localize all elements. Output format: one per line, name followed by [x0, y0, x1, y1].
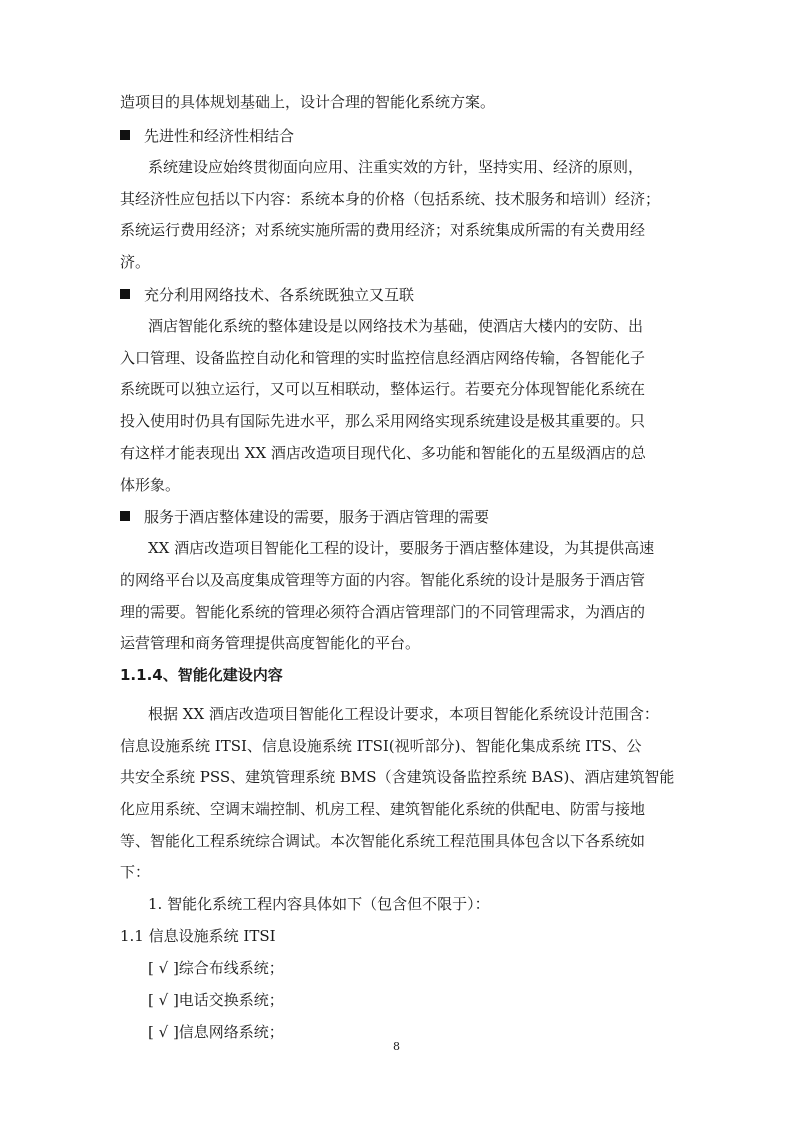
- checklist-item: [ √ ]电话交换系统；: [148, 991, 284, 1009]
- paragraph-line: 化应用系统、空调末端控制、机房工程、建筑智能化系统的供配电、防雷与接地: [120, 800, 646, 818]
- bullet-text: 服务于酒店整体建设的需要，服务于酒店管理的需要: [144, 508, 490, 526]
- paragraph-line: 体形象。: [120, 476, 181, 494]
- paragraph-line: 系统建设应始终贯彻面向应用、注重实效的方针，坚持实用、经济的原则，: [148, 158, 644, 176]
- section-heading: 1.1.4、智能化建设内容: [120, 666, 283, 684]
- paragraph-line: 系统运行费用经济；对系统实施所需的费用经济；对系统集成所需的有关费用经: [120, 221, 646, 239]
- square-bullet-icon: [120, 130, 130, 140]
- paragraph-line: 的网络平台以及高度集成管理等方面的内容。智能化系统的设计是服务于酒店管: [120, 571, 646, 589]
- paragraph-line: 投入使用时仍具有国际先进水平，那么采用网络实现系统建设是极其重要的。只: [120, 412, 646, 430]
- bullet-heading: [120, 507, 489, 527]
- paragraph-line: 下：: [120, 863, 151, 881]
- paragraph-line: XX 酒店改造项目智能化工程的设计，要服务于酒店整体建设，为其提供高速: [148, 539, 655, 557]
- list-intro: 1. 智能化系统工程内容具体如下（包含但不限于）：: [148, 895, 490, 913]
- paragraph-line: 理的需要。智能化系统的管理必须符合酒店管理部门的不同管理需求，为酒店的: [120, 603, 646, 621]
- square-bullet-icon: [120, 289, 130, 299]
- paragraph-line: 其经济性应包括以下内容：系统本身的价格（包括系统、技术服务和培训）经济；: [120, 190, 661, 208]
- paragraph-line: 运营管理和商务管理提供高度智能化的平台。: [120, 634, 421, 652]
- paragraph-line: 有这样才能表现出 XX 酒店改造项目现代化、多功能和智能化的五星级酒店的总: [120, 444, 646, 462]
- paragraph-line: 共安全系统 PSS、建筑管理系统 BMS（含建筑设备监控系统 BAS)、酒店建筑智能: [120, 768, 675, 786]
- subsection-heading: 1.1 信息设施系统 ITSI: [120, 927, 276, 945]
- bullet-heading: [120, 285, 414, 305]
- bullet-text: 先进性和经济性相结合: [144, 127, 295, 145]
- paragraph-line: 根据 XX 酒店改造项目智能化工程设计要求，本项目智能化系统设计范围含：: [148, 705, 659, 723]
- bullet-heading: [120, 126, 294, 146]
- page-number: 8: [393, 1040, 400, 1053]
- square-bullet-icon: [120, 511, 130, 521]
- paragraph-line: 等、智能化工程系统综合调试。本次智能化系统工程范围具体包含以下各系统如: [120, 832, 646, 850]
- paragraph-line: 信息设施系统 ITSI、信息设施系统 ITSI(视听部分)、智能化集成系统 ITS、公: [120, 737, 642, 755]
- checklist-item: [ √ ]综合布线系统；: [148, 959, 284, 977]
- paragraph-line: 入口管理、设备监控自动化和管理的实时监控信息经酒店网络传输，各智能化子: [120, 349, 646, 367]
- paragraph-line: 造项目的具体规划基础上，设计合理的智能化系统方案。: [120, 93, 496, 111]
- paragraph-line: 酒店智能化系统的整体建设是以网络技术为基础，使酒店大楼内的安防、出: [148, 317, 644, 335]
- checklist-item: [ √ ]信息网络系统；: [148, 1023, 284, 1041]
- paragraph-line: 济。: [120, 253, 151, 271]
- paragraph-line: 系统既可以独立运行，又可以互相联动，整体运行。若要充分体现智能化系统在: [120, 380, 646, 398]
- bullet-text: 充分利用网络技术、各系统既独立又互联: [144, 286, 415, 304]
